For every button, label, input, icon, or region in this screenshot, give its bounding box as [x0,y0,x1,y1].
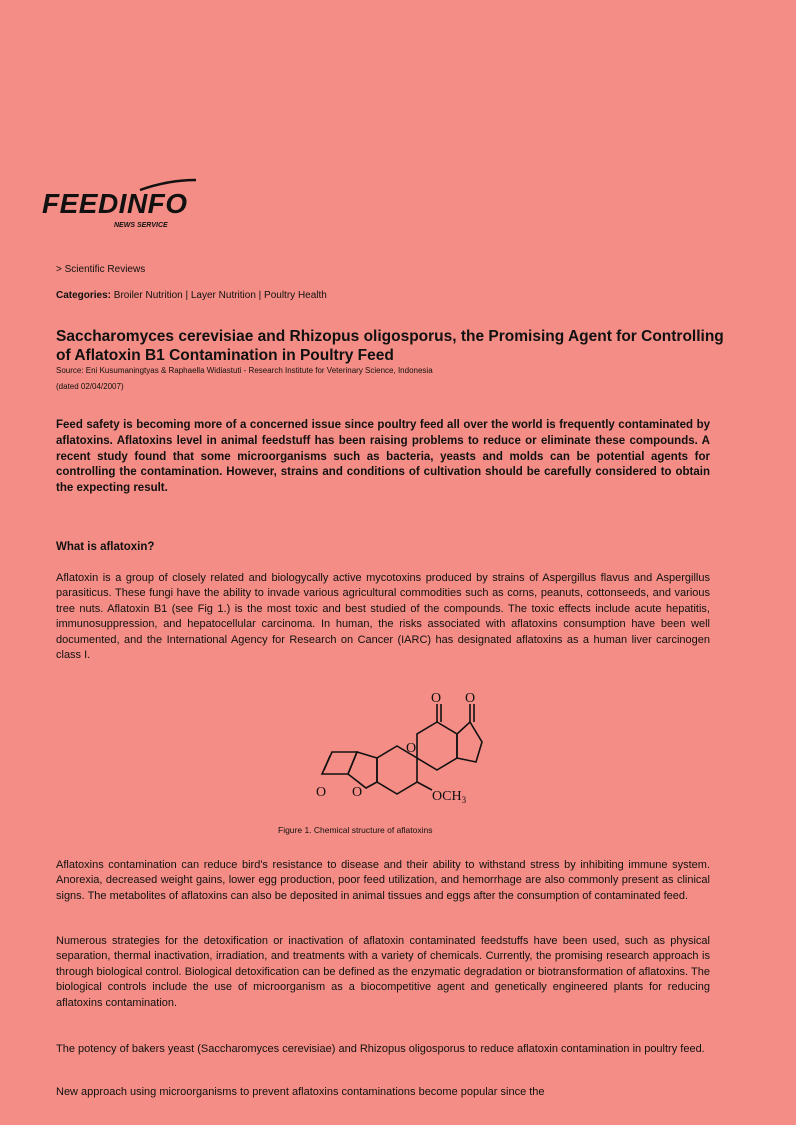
article-source: Source: Eni Kusumaningtyas & Raphaella Widiastuti - Research Institute for Veterinary Science, Indonesia [56,366,433,375]
paragraph-5: New approach using microorganisms to prevent aflatoxins contaminations become popular since the [56,1086,545,1098]
atom-o-2: O [465,691,476,706]
atom-och3 [432,789,467,805]
paragraph-2: Aflatoxins contamination can reduce bird's resistance to disease and their ability to withstand stress by inhibiting immune system. Anorexia, decreased weight gains, lower egg production, poor feed utilization, and hemorrhage are also commonly present as clinical signs. The metabolites of aflatoxins can also be deposited in animal tissues and eggs after the consumption of contaminated feed. [56,859,710,902]
categories-line [56,290,327,301]
logo-subtitle: NEWS SERVICE [114,222,168,229]
breadcrumb[interactable]: > Scientific Reviews [56,264,146,275]
atom-o-3: O [406,741,417,756]
atom-o-1: O [431,691,442,706]
feedinfo-logo [42,178,202,234]
logo-brand: FEEDINFO [42,188,188,219]
categories-label: Categories: [56,290,112,301]
atom-o-5: O [316,785,327,800]
figure-caption: Figure 1. Chemical structure of aflatoxins [278,825,433,835]
article-date: (dated 02/04/2007) [56,382,124,391]
paragraph-1: Aflatoxin is a group of closely related and biologycally active mycotoxins produced by strains of Aspergillus flavus and Aspergillus parasiticus. These fungi have the ability to invade various agricultural commodities such as corns, peanuts, cottonseeds, and various tree nuts. Aflatoxin B1 (see Fig 1.) is the most toxic and best studied of the compounds. The toxic effects include acute hepatitis, immunosuppression, and hepatocellular carcinoma. In human, the risks associated with aflatoxins consumption have been well documented, and the International Agency for Research on Cancer (IARC) has designated aflatoxins as a human liver carcinogen class I. [56,572,710,662]
paragraph-3: Numerous strategies for the detoxification or inactivation of aflatoxin contaminated feedstuffs have been used, such as physical separation, thermal inactivation, irradiation, and treatments with a variety of chemicals. Currently, the promising research approach is through biological control. Biological detoxification can be defined as the enzymatic degradation or biotransformation of aflatoxins. The biological controls include the use of microorganism as a biocompetitive agent and genetically engineered plants for reducing aflatoxins contamination. [56,935,710,1009]
article-abstract: Feed safety is becoming more of a concerned issue since poultry feed all over the world is frequently contaminated by aflatoxins. Aflatoxins level in animal feedstuff has been raising problems to reduce or eliminate these compounds. A recent study found that some microorganisms such as bacteria, yeasts and molds can be potential agents for controlling the contamination. However, strains and conditions of cultivation should be carefully considered to obtain the expecting result. [56,419,710,495]
aflatoxin-structure-figure [300,690,500,820]
atom-o-4: O [352,785,363,800]
section-heading: What is aflatoxin? [56,541,155,553]
categories-value[interactable]: Broiler Nutrition | Layer Nutrition | Poultry Health [113,290,327,301]
och3-label: OCH [432,789,462,804]
paragraph-4: The potency of bakers yeast (Saccharomyces cerevisiae) and Rhizopus oligosporus to reduce aflatoxin contamination in poultry feed. [56,1043,705,1055]
och3-subscript: 3 [461,795,467,805]
article-title: Saccharomyces cerevisiae and Rhizopus oligosporus, the Promising Agent for Controlling of Aflatoxin B1 Contamination in Poultry Feed [56,328,724,364]
